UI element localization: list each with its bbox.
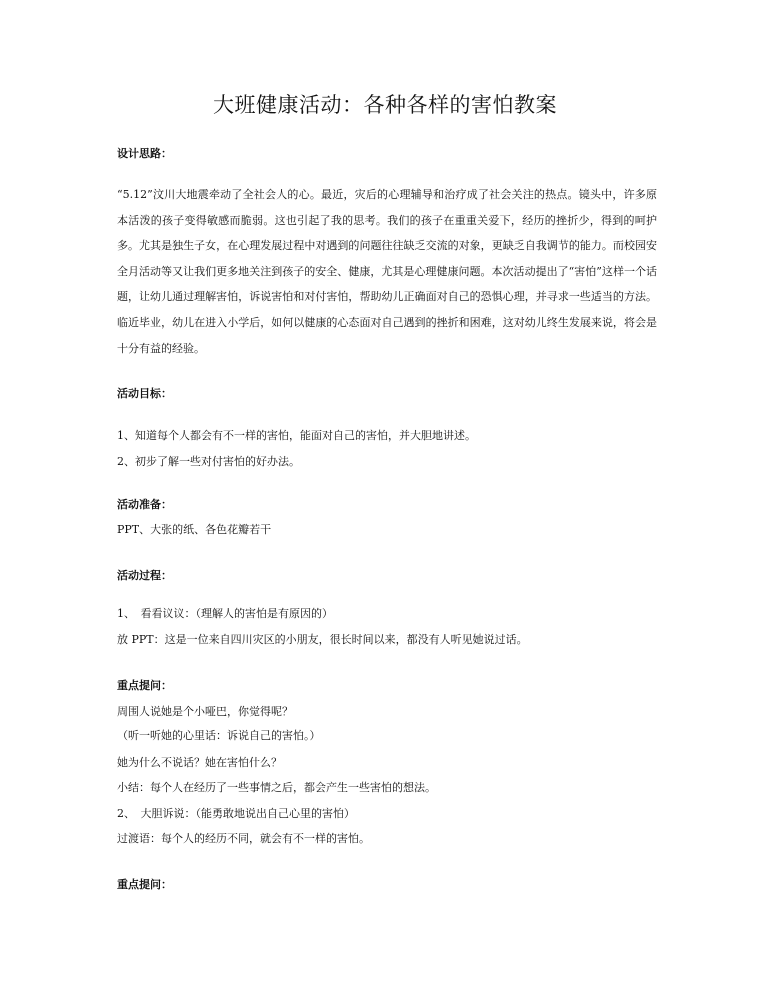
goal-item-2: 2、初步了解一些对付害怕的好办法。: [117, 455, 300, 468]
process-step-2: 2、 大胆诉说：（能勇敢地说出自己心里的害怕）: [117, 807, 355, 820]
key-question-line-2: （听一听她的心里话：诉说自己的害怕。）: [117, 729, 321, 742]
process-step-1-text: 放 PPT：这是一位来自四川灾区的小朋友，很长时间以来，都没有人听见她说过话。: [117, 633, 528, 646]
summary-line: 小结：每个人在经历了一些事情之后，都会产生一些害怕的想法。: [117, 781, 436, 794]
document-title: 大班健康活动：各种各样的害怕教案: [213, 93, 557, 117]
goal-item-1: 1、知道每个人都会有不一样的害怕，能面对自己的害怕，并大胆地讲述。: [117, 429, 476, 442]
key-question-heading-2: 重点提问：: [117, 878, 172, 891]
prep-heading: 活动准备：: [117, 498, 172, 511]
key-question-line-1: 周围人说她是个小哑巴，你觉得呢？: [117, 705, 293, 718]
key-question-line-3: 她为什么不说话？她在害怕什么？: [117, 756, 282, 769]
key-question-heading-1: 重点提问：: [117, 679, 172, 692]
transition-line: 过渡语：每个人的经历不同，就会有不一样的害怕。: [117, 832, 370, 845]
process-heading: 活动过程：: [117, 569, 172, 582]
design-paragraph: “5.12”汶川大地震牵动了全社会人的心。最近，灾后的心理辅导和治疗成了社会关注的热点。镜头中，许多原本活泼的孩子变得敏感而脆弱。这也引起了我的思考。我们的孩子在重重关爱下，经历的挫折少，得到的呵护多。尤其是独生子女，在心理发展过程中对遇到的问题往往缺乏交流的对象，更缺乏自我调节的能力。而校园安全月活动等又让我们更多地关注到孩子的安全、健康，尤其是心理健康问题。本次活动提出了“害怕”这样一个话题，让幼儿通过理解害怕，诉说害怕和对付害怕，帮助幼儿正确面对自己的恐惧心理，并寻求一些适当的方法。临近毕业，幼儿在进入小学后，如何以健康的心态面对自己遇到的挫折和困难，这对幼儿终生发展来说，将会是十分有益的经验。: [117, 188, 657, 355]
design-heading: 设计思路：: [117, 147, 172, 160]
prep-text: PPT、大张的纸、各色花瓣若干: [117, 523, 272, 536]
goals-heading: 活动目标：: [117, 387, 172, 400]
process-step-1: 1、 看看议议：（理解人的害怕是有原因的）: [117, 607, 333, 620]
